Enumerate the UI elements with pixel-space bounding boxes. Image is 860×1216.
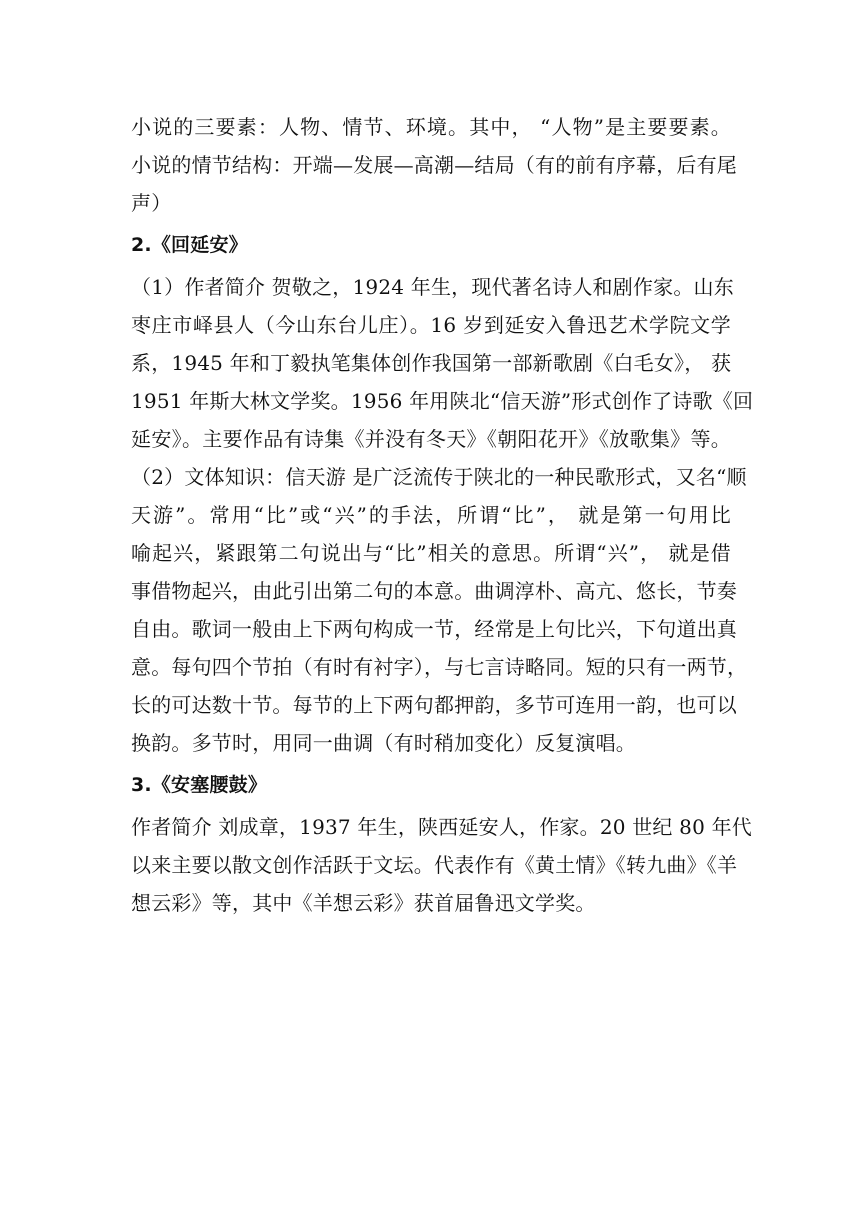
- section-2-line-12: 长的可达数十节。每节的上下两句都押韵，多节可连用一韵，也可以: [131, 693, 737, 717]
- intro-line-2: 小说的情节结构：开端—发展—高潮—结局（有的前有序幕，后有尾: [131, 153, 737, 177]
- section-2-line-6: （2）文体知识：信天游 是广泛流传于陕北的一种民歌形式，又名“顺: [131, 465, 747, 489]
- section-3-line-1: 作者简介 刘成章，1937 年生，陕西延安人，作家。20 世纪 80 年代: [131, 815, 752, 839]
- section-2-line-4: 1951 年斯大林文学奖。1956 年用陕北“信天游”形式创作了诗歌《回: [131, 389, 754, 413]
- intro-line-3: 声）: [131, 191, 172, 215]
- section-3-line-3: 想云彩》等，其中《羊想云彩》获首届鲁迅文学奖。: [131, 891, 596, 915]
- intro-line-1: 小说的三要素：人物、情节、环境。其中， “人物”是主要要素。: [131, 115, 731, 139]
- section-2-line-11: 意。每句四个节拍（有时有衬字），与七言诗略同。短的只有一两节，: [131, 655, 748, 679]
- document-page: [131, 108, 754, 922]
- section-2-line-13: 换韵。多节时，用同一曲调（有时稍加变化）反复演唱。: [131, 731, 636, 755]
- section-2-line-10: 自由。歌词一般由上下两句构成一节，经常是上句比兴，下句道出真: [131, 617, 737, 641]
- section-2-line-8: 喻起兴，紧跟第二句说出与“比”相关的意思。所谓“兴”， 就是借: [131, 541, 731, 565]
- section-2-line-9: 事借物起兴，由此引出第二句的本意。曲调淳朴、高亢、悠长，节奏: [131, 579, 737, 603]
- section-2-line-2: 枣庄市峄县人（今山东台儿庄）。16 岁到延安入鲁迅艺术学院文学: [131, 313, 731, 337]
- section-2-line-7: 天游”。常用“比”或“兴”的手法，所谓“比”， 就是第一句用比: [131, 503, 731, 527]
- section-2-heading: 2.《回延安》: [131, 234, 248, 256]
- section-3-heading: 3.《安塞腰鼓》: [131, 774, 268, 796]
- section-2-line-1: （1）作者简介 贺敬之，1924 年生，现代著名诗人和剧作家。山东: [131, 275, 734, 299]
- section-3-line-2: 以来主要以散文创作活跃于文坛。代表作有《黄土情》《转九曲》《羊: [131, 853, 738, 877]
- section-2-line-3: 系，1945 年和丁毅执笔集体创作我国第一部新歌剧《白毛女》， 获: [131, 351, 732, 375]
- section-2-line-5: 延安》。主要作品有诗集《并没有冬天》《朝阳花开》《放歌集》等。: [131, 427, 731, 451]
